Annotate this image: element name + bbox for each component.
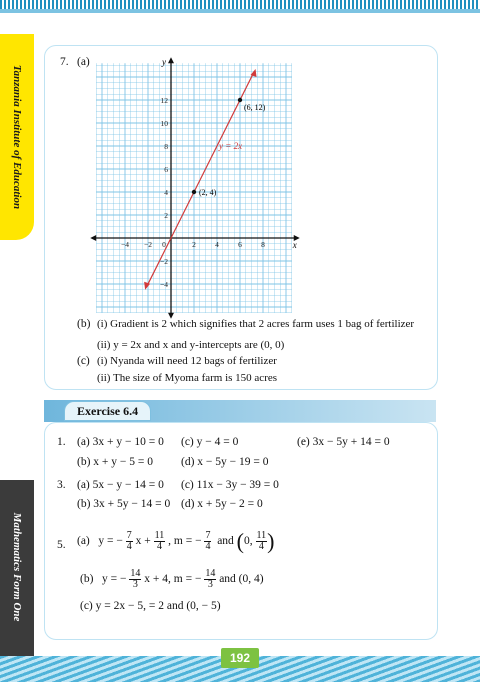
top-stripe	[0, 0, 480, 9]
q7-number: 7.	[60, 56, 69, 68]
ex-q1c: (c) y − 4 = 0	[181, 436, 239, 448]
x-tick-label: 4	[215, 240, 219, 249]
y-tick-label: −2	[160, 257, 168, 266]
y-tick-label: 6	[164, 165, 168, 174]
ex-q3-number: 3.	[57, 479, 66, 491]
ex-q3b: (b) 3x + 5y − 14 = 0	[77, 498, 171, 510]
ex-q5b-y: y = −	[102, 573, 127, 585]
q7-c-ii: (ii) The size of Myoma farm is 150 acres	[97, 372, 278, 384]
ex-q5b-end: and (0, 4)	[219, 573, 264, 585]
ex-q3c: (c) 11x − 3y − 39 = 0	[181, 479, 279, 491]
ex-q5a: (a) y = − $\frac{7}{4}$ x + $\frac{11}{4}$ , m = − $\frac{7}{4}$ and (0, $\frac{11}{4}$ )	[77, 528, 275, 554]
ex-q5-number: 5.	[57, 539, 66, 551]
q7-b-ii: (ii) y = 2x and x and y-intercepts are (0, 0)	[97, 339, 285, 351]
x-tick-label: −4	[121, 240, 129, 249]
graph-axes	[90, 57, 300, 319]
ex-q5b-frac2: $\frac{14}{3}$	[205, 567, 216, 590]
ex-q5a-frac4: $\frac{11}{4}$	[256, 529, 267, 552]
q7-b-i: (i) Gradient is 2 which signifies that 2 acres farm uses 1 bag of fertilizer	[97, 318, 415, 330]
graph-grid	[96, 63, 292, 313]
y-tick-label: 2	[164, 211, 168, 220]
label-point-6-12: (6, 12)	[244, 103, 266, 112]
line-label: y = 2x	[219, 141, 243, 151]
x-tick-label: 2	[192, 240, 196, 249]
q7-c-i: (i) Nyanda will need 12 bags of fertilizer	[97, 355, 277, 367]
ex-q5b-frac1: $\frac{14}{3}$	[130, 567, 141, 590]
ex-q5a-m: , m = −	[168, 535, 202, 547]
graph-tick-labels	[121, 57, 297, 289]
label-point-2-4: (2, 4)	[199, 188, 217, 197]
ex-q3d: (d) x + 5y − 2 = 0	[181, 498, 263, 510]
point-6-12	[238, 98, 242, 102]
top-band	[0, 9, 480, 13]
ex-q3a: (a) 5x − y − 14 = 0	[77, 479, 164, 491]
ex-q5c: (c) y = 2x − 5, = 2 and (0, − 5)	[80, 600, 221, 612]
side-label-book: Mathematics Form One	[11, 512, 23, 622]
y-tick-label: 8	[164, 142, 168, 151]
ex-q1e: (e) 3x − 5y + 14 = 0	[297, 436, 390, 448]
exercise-title: Exercise 6.4	[64, 401, 151, 421]
page-number: 192	[221, 648, 259, 668]
ex-q5a-and: and	[217, 535, 234, 547]
ex-q1a: (a) 3x + y − 10 = 0	[77, 436, 164, 448]
ex-q5b-label: (b)	[80, 573, 94, 585]
x-tick-label: 8	[261, 240, 265, 249]
y-tick-label: 12	[160, 96, 168, 105]
y-tick-label: 4	[164, 188, 168, 197]
y-tick-label: −4	[160, 280, 168, 289]
q7-part-b-label: (b)	[77, 318, 91, 330]
ex-q5a-point: 0,	[244, 535, 253, 547]
point-2-4	[192, 190, 196, 194]
q7-part-a-label: (a)	[77, 56, 90, 68]
side-label-institute: Tanzania Institute of Education	[11, 64, 23, 210]
q7-part-c-label: (c)	[77, 355, 90, 367]
graph-y-equals-2x	[95, 57, 297, 316]
ex-q5a-frac3: $\frac{7}{4}$	[205, 529, 211, 552]
ex-q5b	[80, 566, 264, 592]
y-tick-label: 10	[160, 119, 168, 128]
ex-q1d: (d) x − 5y − 19 = 0	[181, 456, 269, 468]
x-tick-label: −2	[144, 240, 152, 249]
y-axis-name: y	[162, 57, 166, 68]
x-tick-label: 0	[162, 240, 166, 249]
ex-q5a-y: y = −	[98, 535, 123, 547]
ex-q1b: (b) x + y − 5 = 0	[77, 456, 153, 468]
ex-q5a-frac2: $\frac{11}{4}$	[154, 529, 165, 552]
ex-q5b-mid: x + 4, m = −	[144, 573, 202, 585]
line-arrow-down	[144, 282, 150, 290]
ex-q5a-label: (a)	[77, 535, 90, 547]
x-tick-label: 6	[238, 240, 242, 249]
ex-q5a-mid: x +	[135, 535, 151, 547]
x-axis-name: x	[292, 240, 297, 250]
ex-q1-number: 1.	[57, 436, 66, 448]
ex-q5a-frac1: $\frac{7}{4}$	[126, 529, 132, 552]
